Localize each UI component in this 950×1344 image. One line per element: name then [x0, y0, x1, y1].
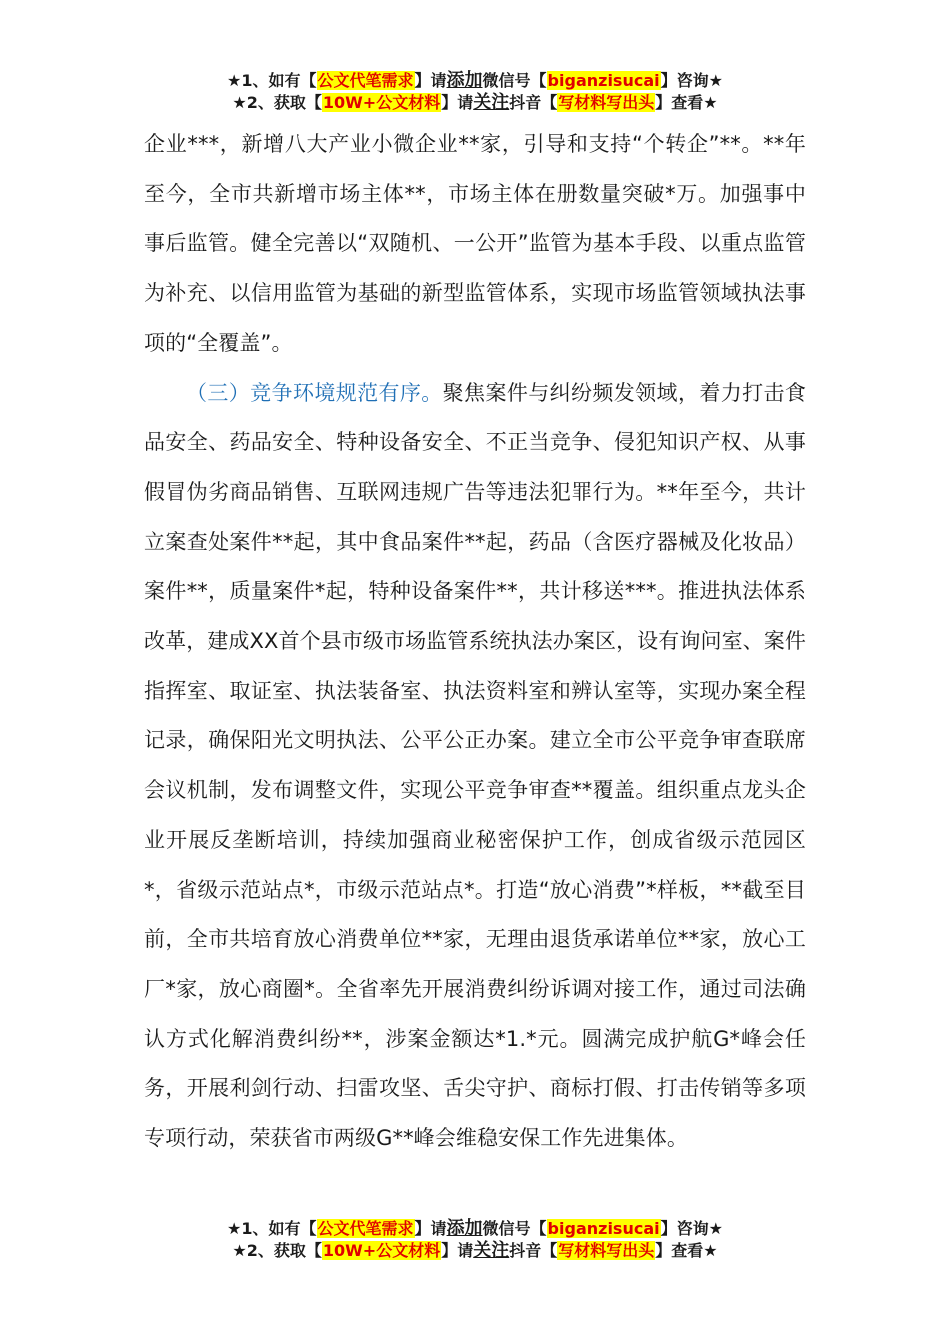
banner-highlight: 公文代笔需求: [317, 1219, 414, 1238]
banner-highlight: 公文代笔需求: [317, 71, 414, 90]
banner-text: 微信号【: [482, 1219, 547, 1238]
banner-underlined: 关注: [473, 92, 510, 113]
banner-text: 】请: [441, 1241, 474, 1260]
paragraph-2: [144, 369, 806, 1164]
banner-line-1: [0, 1218, 950, 1240]
banner-text: ★2、获取【: [232, 1241, 322, 1260]
banner-line-2: [0, 1240, 950, 1262]
banner-text: 抖音【: [509, 93, 558, 112]
banner-text: ★1、如有【: [227, 71, 317, 90]
banner-highlight: 10W+公文材料: [322, 1241, 441, 1260]
banner-douyin-id: 写材料写出头: [558, 93, 655, 112]
banner-line-2: [0, 92, 950, 114]
banner-underlined: 添加: [446, 70, 483, 91]
banner-text: 抖音【: [509, 1241, 558, 1260]
banner-text: 】查看★: [655, 1241, 718, 1260]
banner-text: 】查看★: [655, 93, 718, 112]
banner-line-1: [0, 70, 950, 92]
banner-text: 】咨询★: [660, 71, 723, 90]
banner-text: 】请: [414, 1219, 447, 1238]
banner-wechat-id: biganzisucai: [547, 71, 660, 90]
bottom-banner: [0, 1218, 950, 1262]
banner-highlight: 10W+公文材料: [322, 93, 441, 112]
banner-text: 】咨询★: [660, 1219, 723, 1238]
banner-underlined: 关注: [473, 1240, 510, 1261]
banner-text: ★1、如有【: [227, 1219, 317, 1238]
top-banner: [0, 70, 950, 114]
paragraph-1: 企业***，新增八大产业小微企业**家，引导和支持“个转企”**。**年至今，全市共新增市场主体**，市场主体在册数量突破*万。加强事中事后监管。健全完善以“双随机、一公开”监管为基本手段、以重点监管为补充、以信用监管为基础的新型监管体系，实现市场监管领域执法事项的“全覆盖”。: [144, 132, 806, 355]
banner-text: 微信号【: [482, 71, 547, 90]
banner-douyin-id: 写材料写出头: [558, 1241, 655, 1260]
banner-text: ★2、获取【: [232, 93, 322, 112]
banner-text: 】请: [414, 71, 447, 90]
banner-text: 】请: [441, 93, 474, 112]
paragraph-2-text: 聚焦案件与纠纷频发领域，着力打击食品安全、药品安全、特种设备安全、不正当竞争、侵犯知识产权、从事假冒伪劣商品销售、互联网违规广告等违法犯罪行为。**年至今，共计立案查处案件**起，其中食品案件**起，药品（含医疗器械及化妆品）案件**，质量案件*起，特种设备案件**，共计移送***。推进执法体系改革，建成XX首个县市级市场监管系统执法办案区，设有询问室、案件指挥室、取证室、执法装备室、执法资料室和辨认室等，实现办案全程记录，确保阳光文明执法、公平公正办案。建立全市公平竞争审查联席会议机制，发布调整文件，实现公平竞争审查**覆盖。组织重点龙头企业开展反垄断培训，持续加强商业秘密保护工作，创成省级示范园区*，省级示范站点*，市级示范站点*。打造“放心消费”*样板，**截至目前，全市共培育放心消费单位**家，无理由退货承诺单位**家，放心工厂*家，放心商圈*。全省率先开展消费纠纷诉调对接工作，通过司法确认方式化解消费纠纷**，涉案金额达*1.*元。圆满完成护航G*峰会任务，开展利剑行动、扫雷攻坚、舌尖守护、商标打假、打击传销等多项专项行动，荣获省市两级G**峰会维稳安保工作先进集体。: [144, 380, 806, 1151]
banner-wechat-id: biganzisucai: [547, 1219, 660, 1238]
section-heading: （三）竞争环境规范有序。: [186, 380, 443, 405]
banner-underlined: 添加: [446, 1218, 483, 1239]
document-body: [144, 120, 806, 1164]
